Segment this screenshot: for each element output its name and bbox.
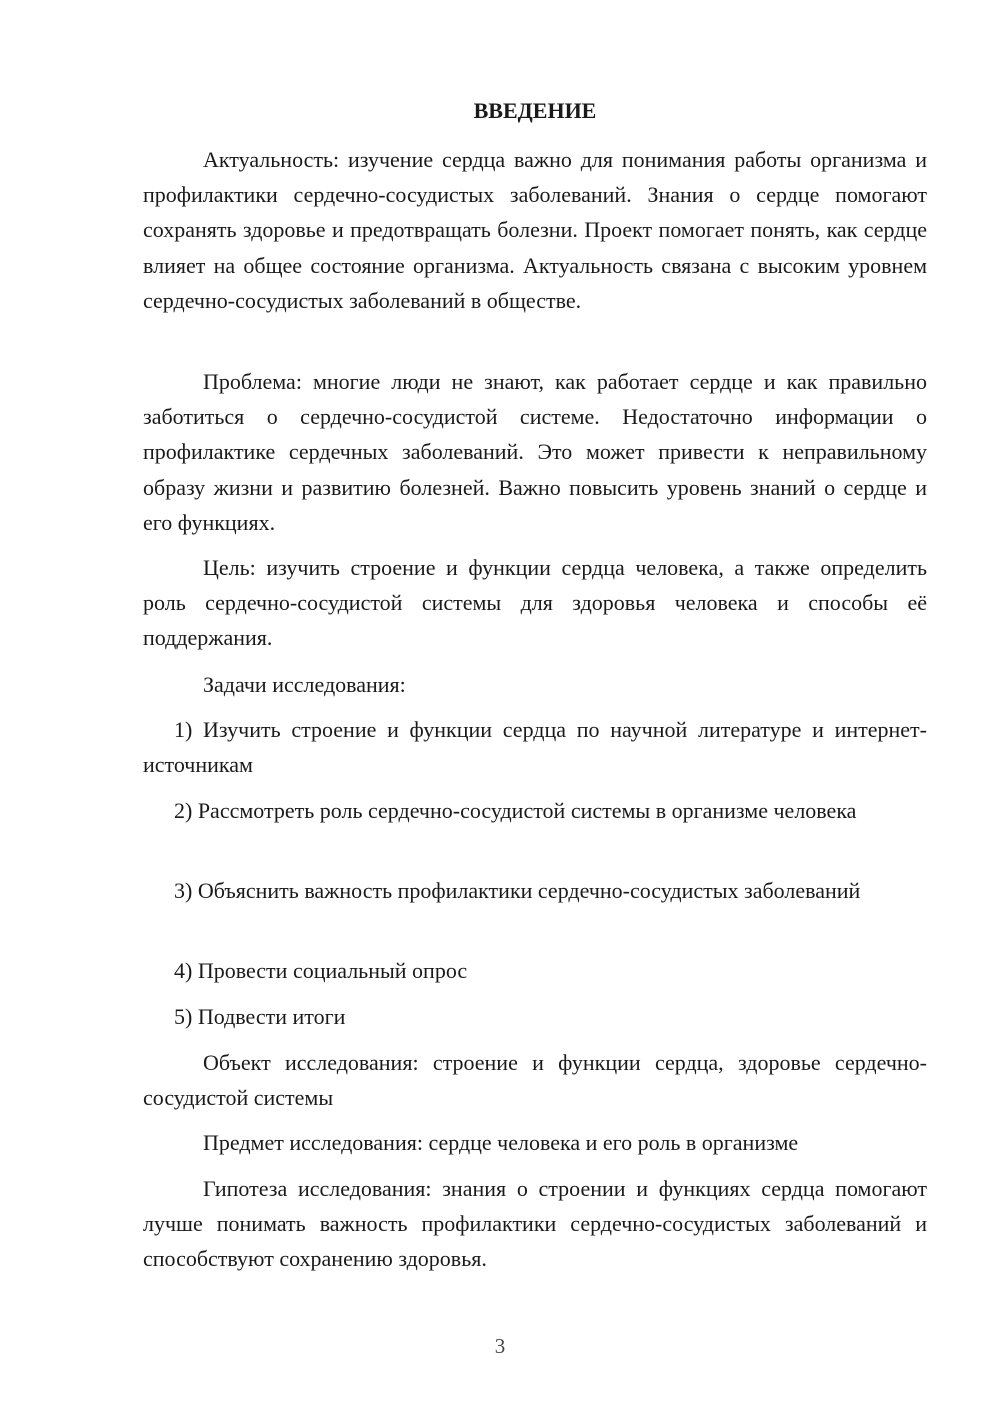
page-number: 3 <box>494 1334 506 1358</box>
problem-paragraph: Проблема: многие люди не знают, как работает сердце и как правильно заботиться о сердечно-сосудистой системе. Недостаточно информации о профилактике сердечных заболеваний. Это может привести к неправильному образу жизни и развитию болезней. Важно повысить уровень знаний о сердце и его функциях. <box>143 369 927 535</box>
object-paragraph: Объект исследования: строение и функции сердца, здоровье сердечно-сосудистой системы <box>143 1050 927 1111</box>
task-item-4: 4) Провести социальный опрос <box>174 958 468 983</box>
task-item-3: 3) Объяснить важность профилактики сердечно-сосудистых заболеваний <box>174 878 861 903</box>
task-item-5: 5) Подвести итоги <box>174 1004 346 1029</box>
page-heading: ВВЕДЕНИЕ <box>473 98 597 123</box>
hypothesis-paragraph: Гипотеза исследования: знания о строении и функциях сердца помогают лучше понимать важность профилактики сердечно-сосудистых заболеваний и способствуют сохранению здоровья. <box>143 1176 927 1272</box>
subject-paragraph: Предмет исследования: сердце человека и его роль в организме <box>203 1130 799 1155</box>
tasks-title: Задачи исследования: <box>203 672 406 697</box>
goal-paragraph: Цель: изучить строение и функции сердца человека, а также определить роль сердечно-сосудистой системы для здоровья человека и способы её поддержания. <box>143 555 927 651</box>
task-item-1: 1) Изучить строение и функции сердца по научной литературе и интернет-источникам <box>143 717 927 778</box>
relevance-paragraph: Актуальность: изучение сердца важно для понимания работы организма и профилактики сердечно-сосудистых заболеваний. Знания о сердце помогают сохранять здоровье и предотвращать болезни. Проект помогает понять, как сердце влияет на общее состояние организма. Актуальность связана с высоким уровнем сердечно-сосудистых заболеваний в обществе. <box>143 147 927 313</box>
task-item-2: 2) Рассмотреть роль сердечно-сосудистой системы в организме человека <box>174 798 857 823</box>
